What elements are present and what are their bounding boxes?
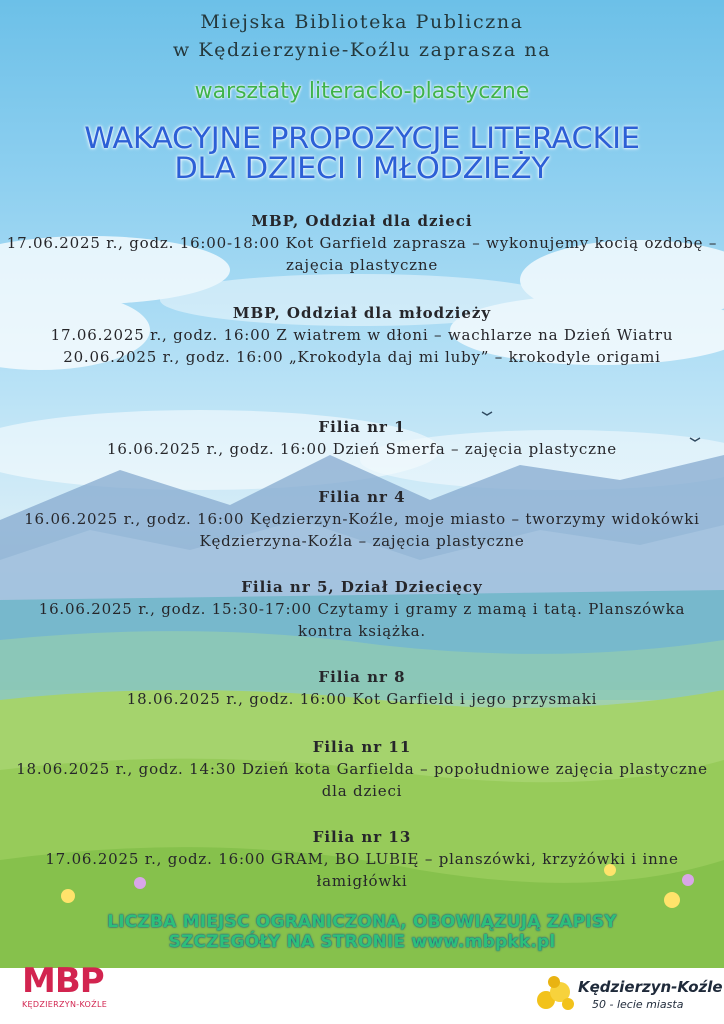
organizer-line-1: Miejska Biblioteka Publiczna	[200, 11, 524, 33]
section-filia-5	[0, 576, 724, 642]
section-filia-11	[0, 736, 724, 802]
event-item: 16.06.2025 r., godz. 15:30-17:00 Czytamy i gramy z mamą i tatą. Planszówka kontra książka.	[38, 600, 686, 640]
section-title: MBP, Oddział dla dzieci	[251, 212, 473, 230]
event-item: 20.06.2025 r., godz. 16:00 „Krokodyla daj mi luby” – krokodyle origami	[63, 348, 661, 366]
section-filia-1	[0, 416, 724, 460]
registration-note-line-2: SZCZEGÓŁY NA STRONIE www.mbpkk.pl	[168, 932, 556, 952]
mbp-logo-text: MBP	[22, 961, 104, 1001]
section-title: Filia nr 8	[318, 668, 406, 686]
section-filia-13	[0, 826, 724, 892]
headline-line-1: WAKACYJNE PROPOZYCJE LITERACKIE	[84, 121, 640, 155]
section-title: Filia nr 5, Dział Dziecięcy	[241, 578, 483, 596]
mbp-logo	[22, 961, 132, 1014]
section-title: Filia nr 4	[318, 488, 406, 506]
mbp-logo-subtitle: KĘDZIERZYN-KOŹLE	[22, 1000, 108, 1009]
headline	[0, 123, 724, 183]
section-title: MBP, Oddział dla młodzieży	[232, 304, 492, 322]
event-item: 16.06.2025 r., godz. 16:00 Kędzierzyn-Koźle, moje miasto – tworzymy widokówki Kędzierzyna-Koźla – zajęcia plastyczne	[24, 510, 700, 550]
section-filia-8	[0, 666, 724, 710]
city-logo	[534, 974, 723, 1014]
section-title: Filia nr 13	[312, 828, 412, 846]
event-item: 17.06.2025 r., godz. 16:00 GRAM, BO LUBIĘ – planszówki, krzyżówki i inne łamigłówki	[45, 850, 679, 890]
city-logo-subtitle: 50 - lecie miasta	[592, 998, 684, 1011]
section-mbp-children	[0, 210, 724, 276]
organizer-line-2: w Kędzierzynie-Koźlu zaprasza na	[172, 39, 552, 61]
city-logo-name: Kędzierzyn-Koźle	[578, 978, 723, 996]
section-title: Filia nr 1	[318, 418, 406, 436]
event-item: 17.06.2025 r., godz. 16:00-18:00 Kot Garfield zaprasza – wykonujemy kocią ozdobę – zajęcia plastyczne	[6, 234, 718, 274]
organizer	[0, 8, 724, 64]
section-title: Filia nr 11	[312, 738, 412, 756]
section-filia-4	[0, 486, 724, 552]
workshop-type: warsztaty literacko-plastyczne	[194, 79, 530, 104]
event-item: 16.06.2025 r., godz. 16:00 Dzień Smerfa – zajęcia plastyczne	[107, 440, 617, 458]
event-item: 18.06.2025 r., godz. 14:30 Dzień kota Garfielda – popołudniowe zajęcia plastyczne dla dzieci	[16, 760, 708, 800]
headline-line-2: DLA DZIECI I MŁODZIEŻY	[174, 151, 550, 185]
registration-note	[0, 912, 724, 952]
event-item: 17.06.2025 r., godz. 16:00 Z wiatrem w dłoni – wachlarze na Dzień Wiatru	[50, 326, 674, 344]
event-item: 18.06.2025 r., godz. 16:00 Kot Garfield i jego przysmaki	[126, 690, 598, 708]
registration-note-line-1: LICZBA MIEJSC OGRANICZONA, OBOWIĄZUJĄ ZAPISY	[107, 912, 617, 932]
city-logo-circles-icon	[534, 974, 578, 1014]
section-mbp-youth	[0, 302, 724, 368]
